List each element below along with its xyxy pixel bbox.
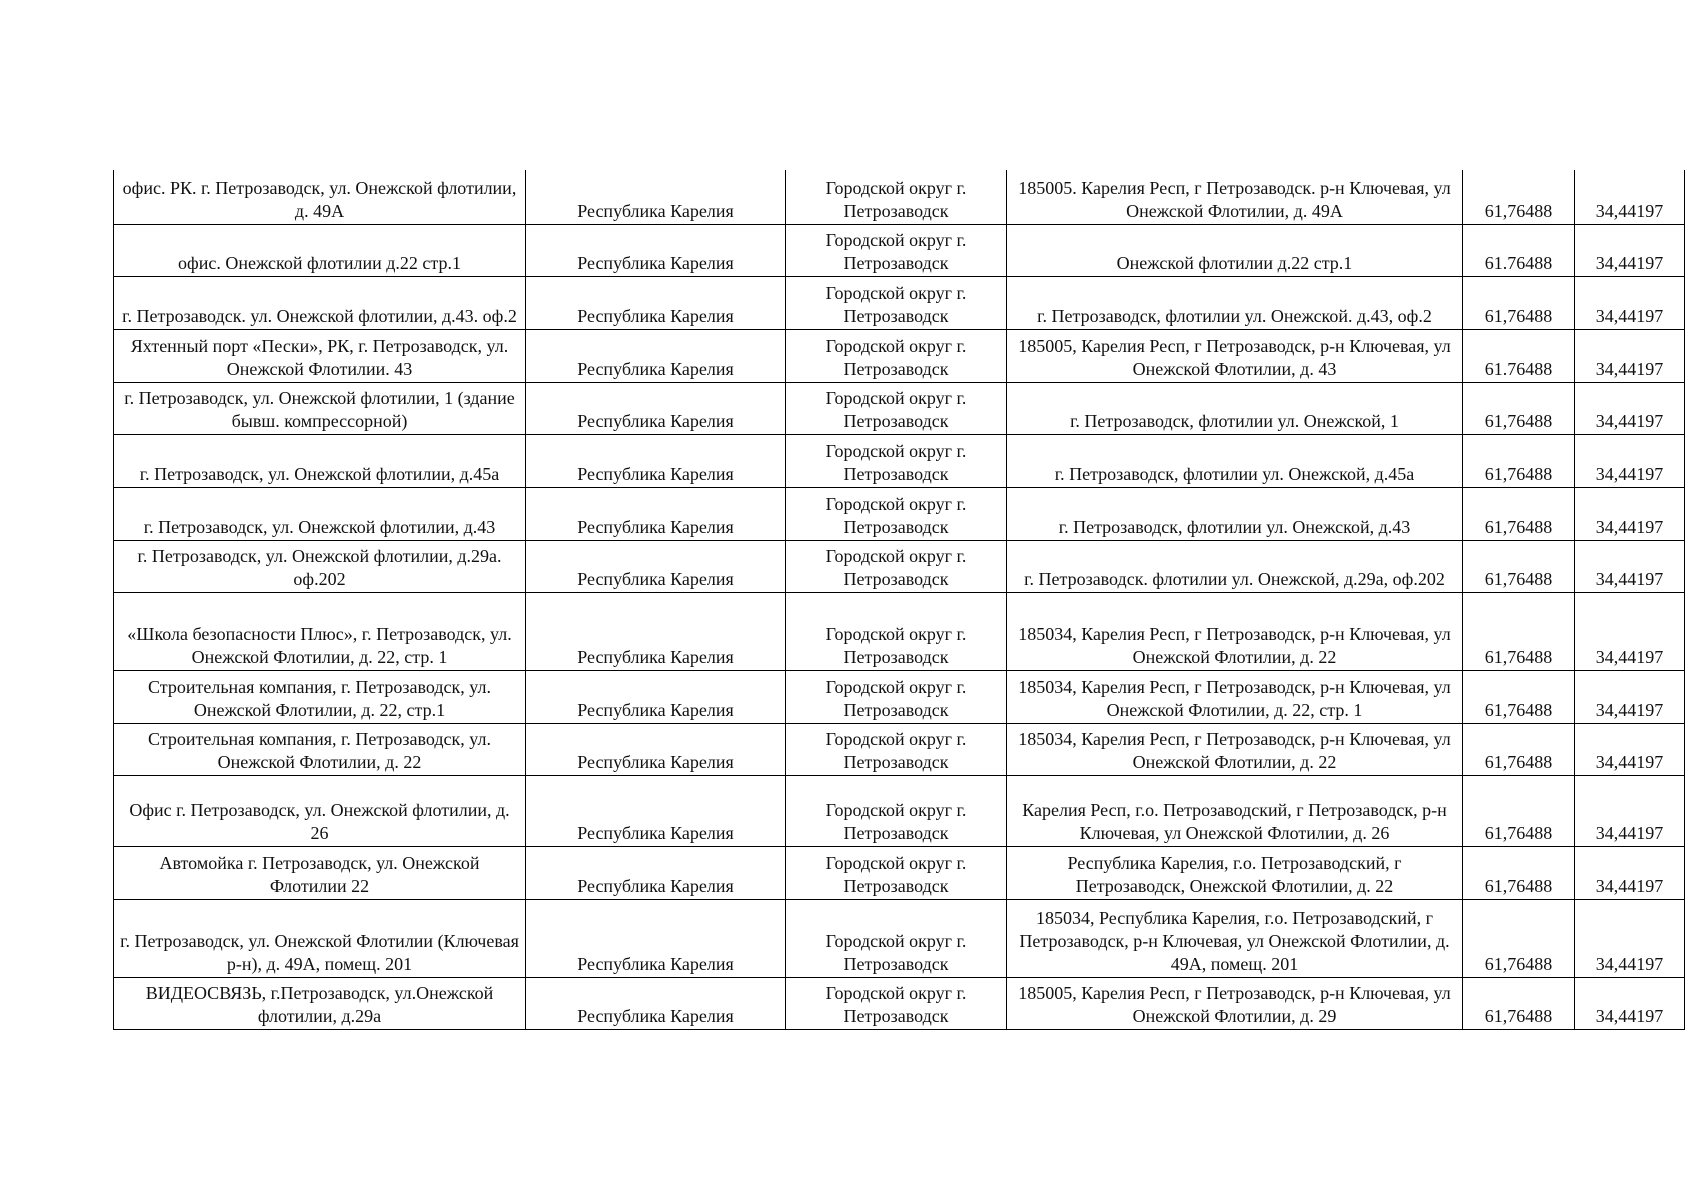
district-cell: Городской округ г. Петрозаводск: [786, 329, 1007, 382]
latitude-cell: 61,76488: [1463, 775, 1575, 846]
address-cell: 185034, Карелия Респ, г Петрозаводск, р-н Ключевая, ул Онежской Флотилии, д. 22: [1007, 723, 1463, 775]
table-row: [114, 775, 1685, 846]
latitude-cell: 61,76488: [1463, 977, 1575, 1029]
region-cell: Республика Карелия: [526, 775, 786, 846]
name-cell: г. Петрозаводск. ул. Онежской флотилии, д.43. оф.2: [114, 276, 526, 329]
table-row: [114, 434, 1685, 487]
region-cell: Республика Карелия: [526, 276, 786, 329]
region-cell: Республика Карелия: [526, 329, 786, 382]
longitude-cell: 34,44197: [1575, 540, 1685, 592]
name-cell: ВИДЕОСВЯЗЬ, г.Петрозаводск, ул.Онежской флотилии, д.29а: [114, 977, 526, 1029]
table-row: [114, 899, 1685, 977]
address-cell: г. Петрозаводск. флотилии ул. Онежской, д.29а, оф.202: [1007, 540, 1463, 592]
district-cell: Городской округ г. Петрозаводск: [786, 382, 1007, 434]
address-cell: г. Петрозаводск, флотилии ул. Онежской. д.43, оф.2: [1007, 276, 1463, 329]
region-cell: Республика Карелия: [526, 540, 786, 592]
address-cell: г. Петрозаводск, флотилии ул. Онежской, 1: [1007, 382, 1463, 434]
region-cell: Республика Карелия: [526, 899, 786, 977]
latitude-cell: 61.76488: [1463, 224, 1575, 276]
region-cell: Республика Карелия: [526, 434, 786, 487]
region-cell: Республика Карелия: [526, 592, 786, 670]
longitude-cell: 34,44197: [1575, 899, 1685, 977]
address-cell: Республика Карелия, г.о. Петрозаводский, г Петрозаводск, Онежской Флотилии, д. 22: [1007, 846, 1463, 899]
table-row: [114, 170, 1685, 224]
district-cell: Городской округ г. Петрозаводск: [786, 224, 1007, 276]
longitude-cell: 34,44197: [1575, 224, 1685, 276]
latitude-cell: 61,76488: [1463, 276, 1575, 329]
latitude-cell: 61.76488: [1463, 329, 1575, 382]
district-cell: Городской округ г. Петрозаводск: [786, 899, 1007, 977]
longitude-cell: 34,44197: [1575, 170, 1685, 224]
name-cell: офис. РК. г. Петрозаводск, ул. Онежской флотилии, д. 49А: [114, 170, 526, 224]
name-cell: г. Петрозаводск, ул. Онежской Флотилии (Ключевая р-н), д. 49А, помещ. 201: [114, 899, 526, 977]
address-table-body: [114, 170, 1685, 1029]
latitude-cell: 61,76488: [1463, 170, 1575, 224]
name-cell: «Школа безопасности Плюс», г. Петрозаводск, ул. Онежской Флотилии, д. 22, стр. 1: [114, 592, 526, 670]
longitude-cell: 34,44197: [1575, 382, 1685, 434]
latitude-cell: 61,76488: [1463, 592, 1575, 670]
latitude-cell: 61,76488: [1463, 434, 1575, 487]
region-cell: Республика Карелия: [526, 670, 786, 723]
name-cell: Строительная компания, г. Петрозаводск, ул. Онежской Флотилии, д. 22: [114, 723, 526, 775]
name-cell: Офис г. Петрозаводск, ул. Онежской флотилии, д. 26: [114, 775, 526, 846]
district-cell: Городской округ г. Петрозаводск: [786, 977, 1007, 1029]
address-cell: 185005. Карелия Респ, г Петрозаводск. р-н Ключевая, ул Онежской Флотилии, д. 49А: [1007, 170, 1463, 224]
table-row: [114, 276, 1685, 329]
longitude-cell: 34,44197: [1575, 977, 1685, 1029]
district-cell: Городской округ г. Петрозаводск: [786, 592, 1007, 670]
table-row: [114, 592, 1685, 670]
region-cell: Республика Карелия: [526, 977, 786, 1029]
table-row: [114, 723, 1685, 775]
district-cell: Городской округ г. Петрозаводск: [786, 846, 1007, 899]
latitude-cell: 61,76488: [1463, 670, 1575, 723]
longitude-cell: 34,44197: [1575, 846, 1685, 899]
table-row: [114, 224, 1685, 276]
longitude-cell: 34,44197: [1575, 592, 1685, 670]
longitude-cell: 34,44197: [1575, 434, 1685, 487]
longitude-cell: 34,44197: [1575, 775, 1685, 846]
latitude-cell: 61,76488: [1463, 899, 1575, 977]
address-cell: Карелия Респ, г.о. Петрозаводский, г Петрозаводск, р-н Ключевая, ул Онежской Флотилии, д. 26: [1007, 775, 1463, 846]
name-cell: г. Петрозаводск, ул. Онежской флотилии, д.29а. оф.202: [114, 540, 526, 592]
address-cell: г. Петрозаводск, флотилии ул. Онежской, д.45а: [1007, 434, 1463, 487]
address-cell: г. Петрозаводск, флотилии ул. Онежской, д.43: [1007, 487, 1463, 540]
address-cell: 185034, Карелия Респ, г Петрозаводск, р-н Ключевая, ул Онежской Флотилии, д. 22, стр. 1: [1007, 670, 1463, 723]
address-cell: Онежской флотилии д.22 стр.1: [1007, 224, 1463, 276]
name-cell: Автомойка г. Петрозаводск, ул. Онежской Флотилии 22: [114, 846, 526, 899]
name-cell: офис. Онежской флотилии д.22 стр.1: [114, 224, 526, 276]
region-cell: Республика Карелия: [526, 224, 786, 276]
latitude-cell: 61,76488: [1463, 487, 1575, 540]
longitude-cell: 34,44197: [1575, 487, 1685, 540]
name-cell: г. Петрозаводск, ул. Онежской флотилии, д.45а: [114, 434, 526, 487]
name-cell: Яхтенный порт «Пески», РК, г. Петрозаводск, ул. Онежской Флотилии. 43: [114, 329, 526, 382]
latitude-cell: 61,76488: [1463, 382, 1575, 434]
latitude-cell: 61,76488: [1463, 846, 1575, 899]
region-cell: Республика Карелия: [526, 382, 786, 434]
table-row: [114, 382, 1685, 434]
region-cell: Республика Карелия: [526, 723, 786, 775]
longitude-cell: 34,44197: [1575, 329, 1685, 382]
longitude-cell: 34,44197: [1575, 276, 1685, 329]
latitude-cell: 61,76488: [1463, 723, 1575, 775]
address-cell: 185034, Карелия Респ, г Петрозаводск, р-н Ключевая, ул Онежской Флотилии, д. 22: [1007, 592, 1463, 670]
address-cell: 185005, Карелия Респ, г Петрозаводск, р-н Ключевая, ул Онежской Флотилии, д. 29: [1007, 977, 1463, 1029]
district-cell: Городской округ г. Петрозаводск: [786, 670, 1007, 723]
longitude-cell: 34,44197: [1575, 723, 1685, 775]
district-cell: Городской округ г. Петрозаводск: [786, 723, 1007, 775]
district-cell: Городской округ г. Петрозаводск: [786, 170, 1007, 224]
table-row: [114, 846, 1685, 899]
region-cell: Республика Карелия: [526, 170, 786, 224]
address-table: [113, 170, 1685, 1030]
table-row: [114, 670, 1685, 723]
address-cell: 185034, Республика Карелия, г.о. Петрозаводский, г Петрозаводск, р-н Ключевая, ул Онежской Флотилии, д. 49А, помещ. 201: [1007, 899, 1463, 977]
name-cell: г. Петрозаводск, ул. Онежской флотилии, д.43: [114, 487, 526, 540]
table-row: [114, 977, 1685, 1029]
longitude-cell: 34,44197: [1575, 670, 1685, 723]
table-row: [114, 487, 1685, 540]
name-cell: г. Петрозаводск, ул. Онежской флотилии, 1 (здание бывш. компрессорной): [114, 382, 526, 434]
table-row: [114, 540, 1685, 592]
address-cell: 185005, Карелия Респ, г Петрозаводск, р-н Ключевая, ул Онежской Флотилии, д. 43: [1007, 329, 1463, 382]
region-cell: Республика Карелия: [526, 487, 786, 540]
district-cell: Городской округ г. Петрозаводск: [786, 540, 1007, 592]
name-cell: Строительная компания, г. Петрозаводск, ул. Онежской Флотилии, д. 22, стр.1: [114, 670, 526, 723]
district-cell: Городской округ г. Петрозаводск: [786, 775, 1007, 846]
latitude-cell: 61,76488: [1463, 540, 1575, 592]
region-cell: Республика Карелия: [526, 846, 786, 899]
table-row: [114, 329, 1685, 382]
district-cell: Городской округ г. Петрозаводск: [786, 276, 1007, 329]
district-cell: Городской округ г. Петрозаводск: [786, 434, 1007, 487]
district-cell: Городской округ г. Петрозаводск: [786, 487, 1007, 540]
